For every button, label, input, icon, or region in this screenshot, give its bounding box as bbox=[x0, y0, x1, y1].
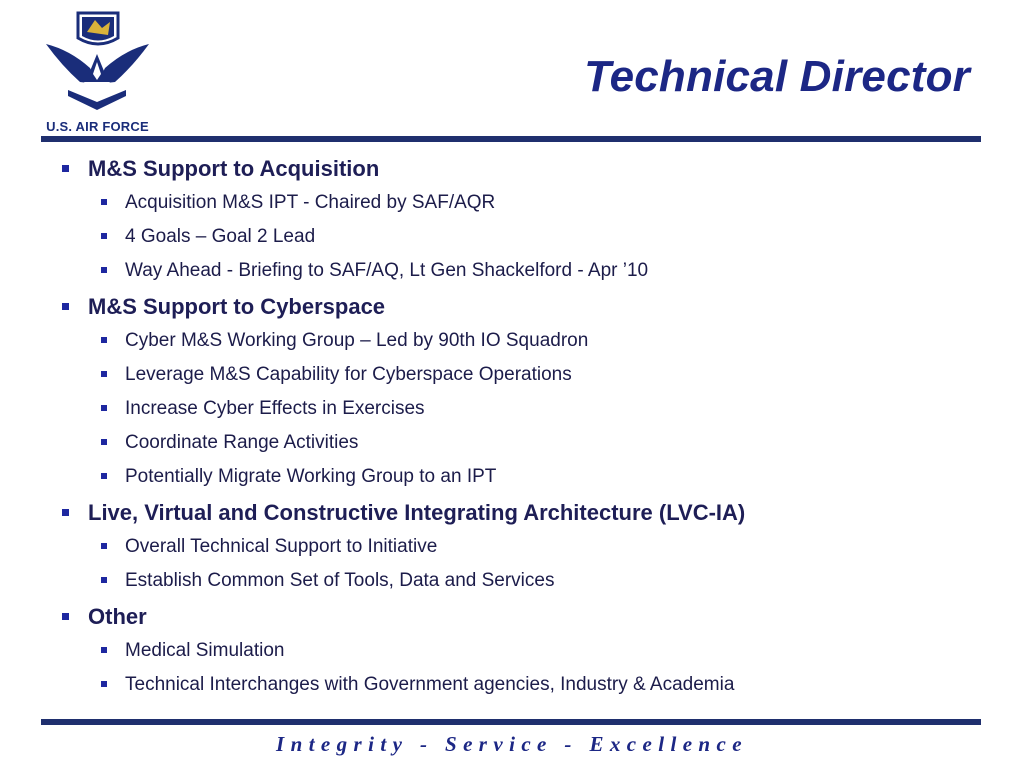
list-item-text: Potentially Migrate Working Group to an IPT bbox=[125, 466, 497, 487]
square-bullet-icon bbox=[101, 577, 107, 583]
list-item bbox=[62, 672, 982, 698]
list-item-text: Coordinate Range Activities bbox=[125, 432, 359, 453]
square-bullet-icon bbox=[62, 613, 69, 620]
list-item-text: Establish Common Set of Tools, Data and Services bbox=[125, 570, 555, 591]
section-heading bbox=[62, 154, 982, 184]
list-item bbox=[62, 568, 982, 594]
square-bullet-icon bbox=[62, 509, 69, 516]
list-item bbox=[62, 224, 982, 250]
list-item-text: Medical Simulation bbox=[125, 640, 285, 661]
list-item-text: Leverage M&S Capability for Cyberspace Operations bbox=[125, 364, 572, 385]
slide-content bbox=[62, 152, 982, 698]
list-item-text: Acquisition M&S IPT - Chaired by SAF/AQR bbox=[125, 192, 496, 213]
top-rule bbox=[41, 136, 981, 142]
list-item-text: Way Ahead - Briefing to SAF/AQ, Lt Gen Shackelford - Apr ’10 bbox=[125, 260, 649, 281]
list-item bbox=[62, 534, 982, 560]
square-bullet-icon bbox=[101, 199, 107, 205]
list-item-text: 4 Goals – Goal 2 Lead bbox=[125, 226, 316, 247]
square-bullet-icon bbox=[101, 337, 107, 343]
list-item bbox=[62, 638, 982, 664]
list-item-text: Increase Cyber Effects in Exercises bbox=[125, 398, 425, 419]
square-bullet-icon bbox=[62, 303, 69, 310]
square-bullet-icon bbox=[101, 267, 107, 273]
list-item bbox=[62, 328, 982, 354]
square-bullet-icon bbox=[101, 405, 107, 411]
square-bullet-icon bbox=[101, 681, 107, 687]
list-item-text: Cyber M&S Working Group – Led by 90th IO Squadron bbox=[125, 330, 589, 351]
square-bullet-icon bbox=[101, 647, 107, 653]
footer-motto: Integrity - Service - Excellence bbox=[276, 732, 748, 756]
air-force-symbol-icon bbox=[40, 10, 155, 118]
section-heading bbox=[62, 498, 982, 528]
list-item bbox=[62, 430, 982, 456]
square-bullet-icon bbox=[62, 165, 69, 172]
list-item bbox=[62, 258, 982, 284]
section-heading bbox=[62, 292, 982, 322]
section-heading bbox=[62, 602, 982, 632]
section-heading-text: Other bbox=[88, 604, 147, 629]
slide-title: Technical Director bbox=[584, 52, 970, 101]
list-item bbox=[62, 396, 982, 422]
list-item bbox=[62, 190, 982, 216]
section-heading-text: M&S Support to Cyberspace bbox=[88, 294, 386, 319]
list-item bbox=[62, 362, 982, 388]
logo-text: U.S. AIR FORCE bbox=[46, 119, 149, 134]
bottom-rule bbox=[41, 719, 981, 725]
square-bullet-icon bbox=[101, 371, 107, 377]
air-force-logo bbox=[40, 10, 155, 135]
square-bullet-icon bbox=[101, 473, 107, 479]
square-bullet-icon bbox=[101, 233, 107, 239]
list-item-text: Technical Interchanges with Government agencies, Industry & Academia bbox=[125, 674, 735, 695]
section-heading-text: Live, Virtual and Constructive Integrating Architecture (LVC-IA) bbox=[88, 500, 746, 525]
square-bullet-icon bbox=[101, 439, 107, 445]
list-item bbox=[62, 464, 982, 490]
list-item-text: Overall Technical Support to Initiative bbox=[125, 536, 438, 557]
section-heading-text: M&S Support to Acquisition bbox=[88, 156, 380, 181]
square-bullet-icon bbox=[101, 543, 107, 549]
